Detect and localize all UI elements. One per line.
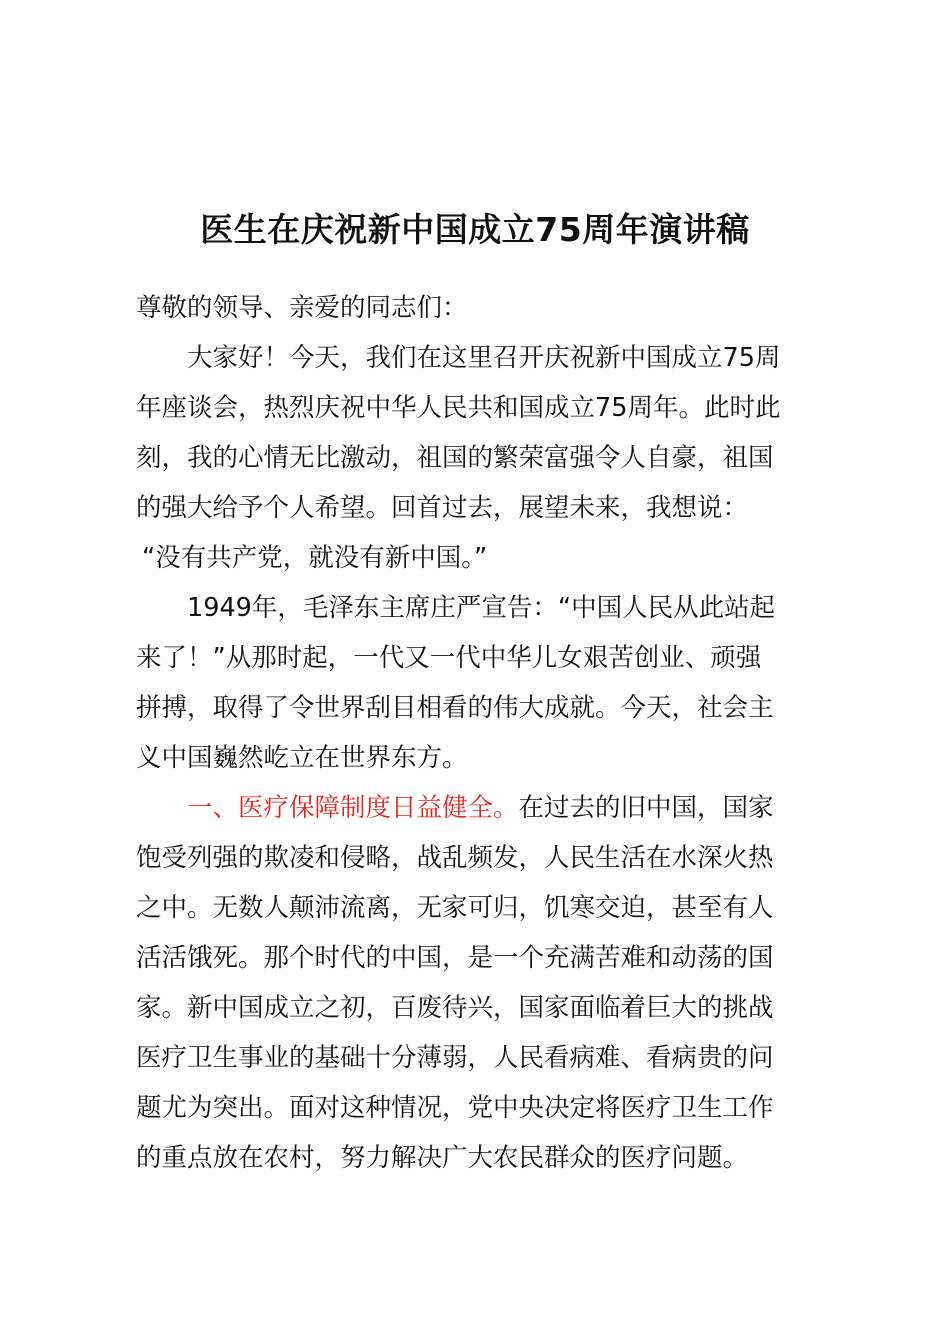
- paragraph-line: 的强大给予个人希望。回首过去，展望未来，我想说：: [136, 493, 749, 523]
- salutation: 尊敬的领导、亲爱的同志们：: [136, 293, 468, 323]
- paragraph-opening: [136, 333, 836, 583]
- paragraph-line: 大家好！今天，我们在这里召开庆祝新中国成立75周: [187, 343, 781, 373]
- document-title: 医生在庆祝新中国成立75周年演讲稿: [200, 210, 750, 249]
- paragraph-line: “没有共产党，就没有新中国。”: [142, 543, 488, 573]
- paragraph-line: 活活饿死。那个时代的中国，是一个充满苦难和动荡的国: [136, 943, 774, 973]
- paragraph-line: 家。新中国成立之初，百废待兴，国家面临着巨大的挑战: [136, 993, 774, 1023]
- paragraph-line: 饱受列强的欺凌和侵略，战乱频发，人民生活在水深火热: [136, 843, 774, 873]
- paragraph-line: 义中国巍然屹立在世界东方。: [136, 743, 468, 773]
- paragraph-line: 之中。无数人颠沛流离，无家可归，饥寒交迫，甚至有人: [136, 893, 774, 923]
- paragraph-line: 题尤为突出。面对这种情况，党中央决定将医疗卫生工作: [136, 1093, 774, 1123]
- paragraph-line: 的重点放在农村，努力解决广大农民群众的医疗问题。: [136, 1143, 749, 1173]
- document-body: [136, 283, 836, 1183]
- paragraph-line: [136, 783, 836, 833]
- paragraph-1949: [136, 583, 836, 783]
- paragraph-line: 刻，我的心情无比激动，祖国的繁荣富强令人自豪，祖国: [136, 443, 774, 473]
- paragraph-line-rest: 在过去的旧中国，国家: [518, 793, 774, 823]
- paragraph-medical-security: [136, 783, 836, 1183]
- paragraph-line: 年座谈会，热烈庆祝中华人民共和国成立75周年。此时此: [136, 393, 781, 423]
- section-heading: 一、医疗保障制度日益健全。: [187, 793, 519, 823]
- paragraph-line: 1949年，毛泽东主席庄严宣告：“中国人民从此站起: [187, 593, 776, 623]
- paragraph-line: 拼搏，取得了令世界刮目相看的伟大成就。今天，社会主: [136, 693, 774, 723]
- paragraph-line: 医疗卫生事业的基础十分薄弱，人民看病难、看病贵的问: [136, 1043, 774, 1073]
- paragraph-line: 来了！”从那时起，一代又一代中华儿女艰苦创业、顽强: [136, 643, 762, 673]
